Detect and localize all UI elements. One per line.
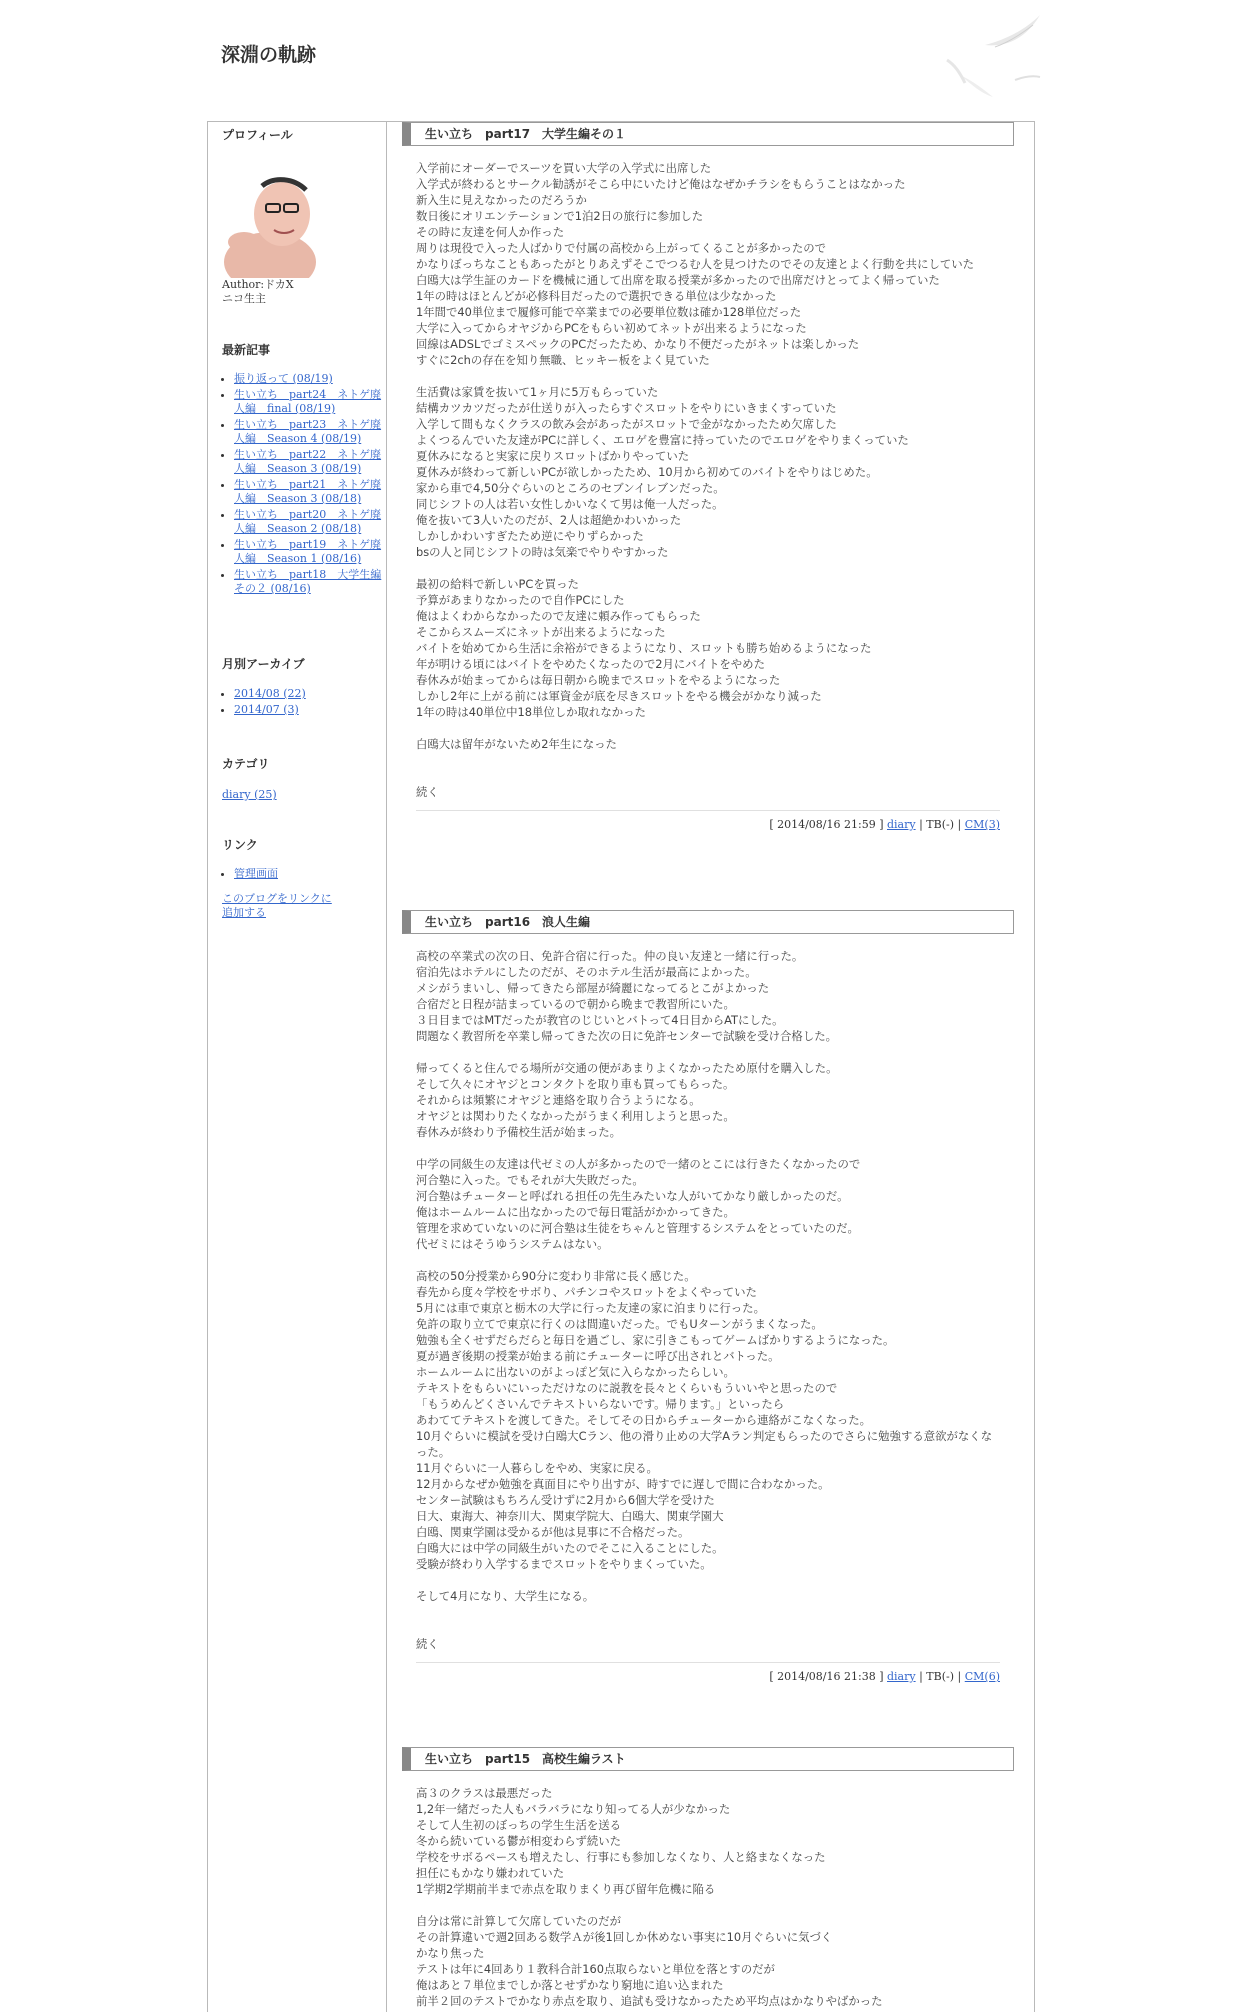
list-item (234, 418, 384, 446)
comments-link[interactable]: CM(6) (964, 1670, 1000, 1683)
list-item (234, 372, 384, 386)
recent-link[interactable]: 生い立ち part24 ネトゲ廃人編 final (08/19) (234, 388, 382, 415)
category-heading: カテゴリ (222, 757, 270, 771)
archive-heading: 月別アーカイブ (222, 657, 305, 671)
recent-link[interactable]: 生い立ち part22 ネトゲ廃人編 Season 3 (08/19) (234, 448, 382, 475)
trackback-count: TB(-) (926, 1670, 955, 1683)
add-blog-link[interactable]: このブログをリンクに追加する (222, 892, 332, 919)
admin-link[interactable]: 管理画面 (234, 867, 278, 880)
recent-link[interactable]: 生い立ち part18 大学生編その２ (08/16) (234, 568, 382, 595)
category-link[interactable]: diary (25) (222, 788, 277, 801)
bird-feather-decoration (945, 5, 1065, 105)
list-item (234, 388, 384, 416)
entry-date: [ 2014/08/16 21:59 ] (769, 818, 884, 831)
links-heading: リンク (222, 838, 258, 852)
entry-body: 高３のクラスは最悪だった 1,2年一緒だった人もバラバラになり知ってる人が少なかった そして人生初のぼっちの学生生活を送る 冬から続いている鬱が相変わらず続いた 学校をサボるペースも増えたし、行事にも参加しなくなり、人と絡まなくなった 担任にもかなり嫌われていた 1学期2学期前半まで赤点を取りまくり再び留年危機に陥る 自分は常に計算して欠席していたのだが その計算違いで週2回ある数学Ａが後1回しか休めない事実に10月ぐらいに気づく かなり焦った テストは年に4回あり１教科合計160点取らないと単位を落とすのだが 俺はあと７単位までしか落とせずかなり窮地に追い込まれた 前半２回のテストでかなり赤点を取り、追試も受けなかったため平均点はかなりやばかった (416, 1786, 883, 2008)
entry (402, 122, 1014, 831)
profile-heading: プロフィール (222, 128, 293, 142)
content-wrapper (207, 121, 1035, 2012)
recent-list (222, 372, 384, 598)
avatar (222, 172, 318, 278)
sidebar (208, 122, 387, 2012)
profile-description: ニコ生主 (222, 292, 266, 305)
recent-link[interactable]: 生い立ち part23 ネトゲ廃人編 Season 4 (08/19) (234, 418, 382, 445)
profile-author: Author:ドカX (222, 278, 294, 291)
category-link[interactable]: diary (887, 818, 916, 831)
recent-heading: 最新記事 (222, 343, 271, 357)
trackback-count: TB(-) (926, 818, 955, 831)
list-item (234, 687, 384, 701)
entry (402, 1747, 1014, 2009)
recent-link[interactable]: 生い立ち part19 ネトゲ廃人編 Season 1 (08/16) (234, 538, 382, 565)
category-link[interactable]: diary (887, 1670, 916, 1683)
entry (402, 910, 1014, 1683)
entry-footer: [ 2014/08/16 21:38 ] diary | TB(-) | CM(6) (416, 1662, 1000, 1683)
links-list (222, 867, 384, 883)
recent-link[interactable]: 生い立ち part21 ネトゲ廃人編 Season 3 (08/18) (234, 478, 382, 505)
entry-date: [ 2014/08/16 21:38 ] (769, 1670, 884, 1683)
list-item (234, 448, 384, 476)
comments-link[interactable]: CM(3) (964, 818, 1000, 831)
site-header (0, 0, 1242, 120)
list-item (234, 703, 384, 717)
list-item (234, 508, 384, 536)
recent-link[interactable]: 生い立ち part20 ネトゲ廃人編 Season 2 (08/18) (234, 508, 382, 535)
recent-link[interactable]: 振り返って (08/19) (234, 372, 333, 385)
list-item (234, 478, 384, 506)
site-title[interactable]: 深淵の軌跡 (221, 44, 317, 66)
list-item (234, 568, 384, 596)
list-item (234, 538, 384, 566)
entry-body: 入学前にオーダーでスーツを買い大学の入学式に出席した 入学式が終わるとサークル勧誘がそこら中にいたけど俺はなぜかチラシをもらうことはなかった 新入生に見えなかったのだろうか 数日後にオリエンテーションで1泊2日の旅行に参加した その時に友達を何人か作った 周りは現役で入った人ばかりで付属の高校から上がってくることが多かったので かなりぼっちなこともあったがとりあえずそこでつるむ人を見つけたのでその友達とよく行動を共にしていた 白鴎大は学生証のカードを機械に通して出席を取る授業が多かったので出席だけとってよく帰っていた 1年の時はほとんどが必修科目だったので選択できる単位は少なかった 1年間で40単位まで履修可能で卒業までの必要単位数は確か128単位だった 大学に入ってからオヤジからPCをもらい初めてネットが出来るようになった 回線はADSLでゴミスペックのPCだったため、かなり不便だったがネットは楽しかった すぐに2chの存在を知り無職、ヒッキー板をよく見ていた 生活費は家賃を抜いて1ヶ月に5万もらっていた 結構カツカツだったが仕送りが入ったらすぐスロットをやりにいきまくすっていた 入学して間もなくクラスの飲み会があったがスロットで金がなかったため欠席した よくつるんでいた友達がPCに詳しく、エロゲを豊富に持っていたのでエロゲをやりまくっていた 夏休みになると実家に戻りスロットばかりやっていた 夏休みが終わって新しいPCが欲しかったため、10月から初めてのバイトをやりはじめた。 家から車で4,50分ぐらいのところのセブンイレブンだった。 同じシフトの人は若い女性しかいなくて男は俺一人だった。 俺を抜いて3人いたのだが、2人は超絶かわいかった しかしかわいすぎたため逆にやりずらかった bsの人と同じシフトの時は気楽でやりやすかった 最初の給料で新しいPCを買った 予算があまりなかったので自作PCにした 俺はよくわからなかったので友達に頼み作ってもらった そこからスムーズにネットが出来るようになった バイトを始めてから生活に余裕ができるようになり、スロットも勝ち始めるようになった 年が明ける頃にはバイトをやめたくなったので2月にバイトをやめた 春休みが始まってからは毎日朝から晩までスロットをやるようになった しかし2年に上がる前には軍資金が底を尽きスロットをやる機会がかなり減った 1年の時は40単位中18単位しか取れなかった 白鴎大は留年がないため2年生になった 続く (416, 161, 975, 799)
entry-body: 高校の卒業式の次の日、免許合宿に行った。仲の良い友達と一緒に行った。 宿泊先はホテルにしたのだが、そのホテル生活が最高によかった。 メシがうまいし、帰ってきたら部屋が綺麗になってるとこがよかった 合宿だと日程が詰まっているので朝から晩まで教習所にいた。 ３日目まではMTだったが教官のじじいとバトって4日目からATにした。 問題なく教習所を卒業し帰ってきた次の日に免許センターで試験を受け合格した。 帰ってくると住んでる場所が交通の便があまりよくなかったため原付を購入した。 そして久々にオヤジとコンタクトを取り車も買ってもらった。 それからは頻繁にオヤジと連絡を取り合うようになる。 オヤジとは関わりたくなかったがうまく利用しようと思った。 春休みが終わり予備校生活が始まった。 中学の同級生の友達は代ゼミの人が多かったので一緒のとこには行きたくなかったので 河合塾に入った。でもそれが大失敗だった。 河合塾はチューターと呼ばれる担任の先生みたいな人がいてかなり厳しかったのだ。 俺はホームルームに出なかったので毎日電話がかかってきた。 管理を求めていないのに河合塾は生徒をちゃんと管理するシステムをとっていたのだ。 代ゼミにはそうゆうシステムはない。 高校の50分授業から90分に変わり非常に長く感じた。 春先から度々学校をサボり、パチンコやスロットをよくやっていた 5月には車で東京と栃木の大学に行った友達の家に泊まりに行った。 免許の取り立てで東京に行くのは間違いだった。でもUターンがうまくなった。 勉強も全くせずだらだらと毎日を過ごし、家に引きこもってゲームばかりするようになった。 夏が過ぎ後期の授業が始まる前にチューターに呼び出されとバトった。 ホームルームに出ないのがよっぽど気に入らなかったらしい。 テキストをもらいにいっただけなのに説教を長々とくらいもういいやと思ったので 「もうめんどくさいんでテキストいらないです。帰ります。」といったら あわててテキストを渡してきた。そしてその日からチューターから連絡がこなくなった。 10月ぐらいに模試を受け白鴎大Cラン、他の滑り止めの大学Aラン判定もらったのでさらに勉強する意欲がなくなった。 11月ぐらいに一人暮らしをやめ、実家に戻る。 12月からなぜか勉強を真面目にやり出すが、時すでに遅しで間に合わなかった。 センター試験はもちろん受けずに2月から6個大学を受けた 日大、東海大、神奈川大、関東学院大、白鴎大、関東学園大 白鴎、関東学園は受かるが他は見事に不合格だった。 白鴎大には中学の同級生がいたのでそこに入ることにした。 受験が終わり入学するまでスロットをやりまくっていた。 そして4月になり、大学生になる。 続く (416, 949, 993, 1651)
entry-title[interactable]: 生い立ち part16 浪人生編 (402, 910, 1014, 934)
archive-link[interactable]: 2014/07 (3) (234, 703, 299, 716)
list-item (234, 867, 384, 881)
entry-title[interactable]: 生い立ち part15 高校生編ラスト (402, 1747, 1014, 1771)
archive-link[interactable]: 2014/08 (22) (234, 687, 306, 700)
entry-footer: [ 2014/08/16 21:59 ] diary | TB(-) | CM(3) (416, 810, 1000, 831)
entry-title[interactable]: 生い立ち part17 大学生編その１ (402, 122, 1014, 146)
archive-list (222, 687, 384, 719)
